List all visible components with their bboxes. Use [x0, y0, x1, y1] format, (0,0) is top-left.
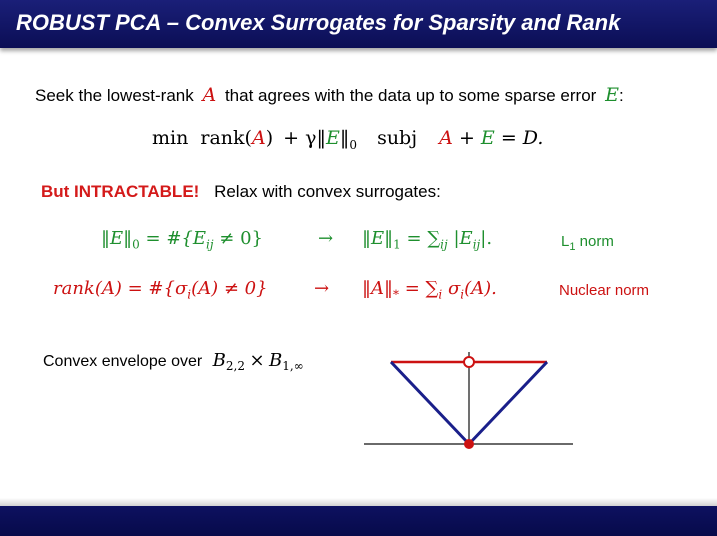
env-b1: B [212, 350, 226, 371]
obj-a2: A [439, 127, 453, 149]
obj-min: min [152, 127, 189, 149]
obj-subj: subj [377, 127, 418, 149]
nuc-rhs-sub: * [393, 287, 399, 302]
l1-rhs-abs: |E [453, 228, 473, 249]
nuc-lhs-end: (A) ≠ 0} [191, 278, 268, 299]
env-b1-sub: 2,2 [225, 359, 245, 374]
l1-rhs-sum: = ∑ [406, 228, 441, 249]
obj-a: A [251, 127, 266, 149]
env-b2-sub: 1,∞ [282, 359, 304, 374]
intractable-warning: But INTRACTABLE! [41, 182, 200, 201]
obj-plus: + γ‖ [283, 127, 326, 149]
nuc-rhs-norm: ‖A‖ [362, 278, 393, 299]
intro-before: Seek the lowest-rank [35, 86, 194, 105]
l1-rhs-end: |. [480, 228, 493, 249]
footer-shadow [0, 498, 717, 506]
nuc-rhs-i: i [460, 287, 465, 302]
nuc-rhs-sum: = ∑ [404, 278, 439, 299]
l1-lhs-norm: ‖E‖ [101, 228, 133, 249]
l1-lhs-ij: ij [206, 237, 214, 252]
obj-e: E [326, 127, 340, 149]
nuc-rhs-end: (A). [464, 278, 497, 299]
obj-sub0: 0 [349, 137, 358, 152]
nuc-rhs-sigma: σ [447, 278, 461, 299]
hollow-point [464, 357, 474, 367]
title-bar [0, 0, 717, 48]
l1-rhs-ij: ij [472, 237, 481, 252]
env-times: × [249, 350, 265, 371]
l1-label-rest: norm [579, 233, 614, 250]
l1-rhs [362, 228, 492, 252]
intro-var-a: A [202, 84, 217, 106]
intro-var-e: E [605, 84, 619, 106]
filled-point [464, 439, 474, 449]
l1-label-sub: 1 [569, 241, 576, 253]
l1-arrow: → [318, 228, 334, 249]
nuc-lhs-i: i [187, 287, 192, 302]
l1-rhs-sub: 1 [393, 237, 401, 252]
l1-lhs-end: ≠ 0} [219, 228, 264, 249]
envelope-text: Convex envelope over [43, 353, 203, 370]
envelope-line [43, 350, 304, 373]
env-b2: B [269, 350, 283, 371]
obj-norm0: ‖ [339, 127, 350, 149]
obj-plus2: + [458, 127, 475, 149]
l1-rhs-sum-sub: ij [440, 237, 448, 252]
l1-rhs-norm: ‖E‖ [362, 228, 394, 249]
objective-equation [152, 127, 543, 152]
intro-middle: that agrees with the data up to some sparse error [224, 86, 597, 105]
obj-rhs: = D. [500, 127, 544, 149]
nuclear-norm-label: Nuclear norm [559, 282, 650, 299]
nuc-rhs-sum-sub: i [438, 287, 443, 302]
l1-lhs [101, 228, 263, 252]
footer-bar [0, 506, 717, 536]
obj-e2: E [480, 127, 495, 149]
l1-label-l: L [561, 233, 570, 250]
nuclear-arrow: → [314, 278, 330, 299]
obj-rank: rank( [200, 127, 252, 149]
slide-title: ROBUST PCA – Convex Surrogates for Sparsity and Rank [16, 10, 621, 35]
convex-envelope-diagram [355, 342, 585, 462]
relax-line [41, 182, 441, 202]
obj-close: ) [265, 127, 274, 149]
intro-line [35, 84, 624, 106]
relax-text: Relax with convex surrogates: [214, 182, 441, 201]
nuc-lhs-main: rank(A) = #{σ [53, 278, 188, 299]
nuclear-lhs [53, 278, 268, 302]
l1-norm-label [561, 233, 614, 253]
intro-after: : [618, 86, 624, 105]
l1-lhs-rest: = #{E [145, 228, 206, 249]
l1-lhs-sub: 0 [132, 237, 140, 252]
nuclear-rhs [362, 278, 497, 302]
